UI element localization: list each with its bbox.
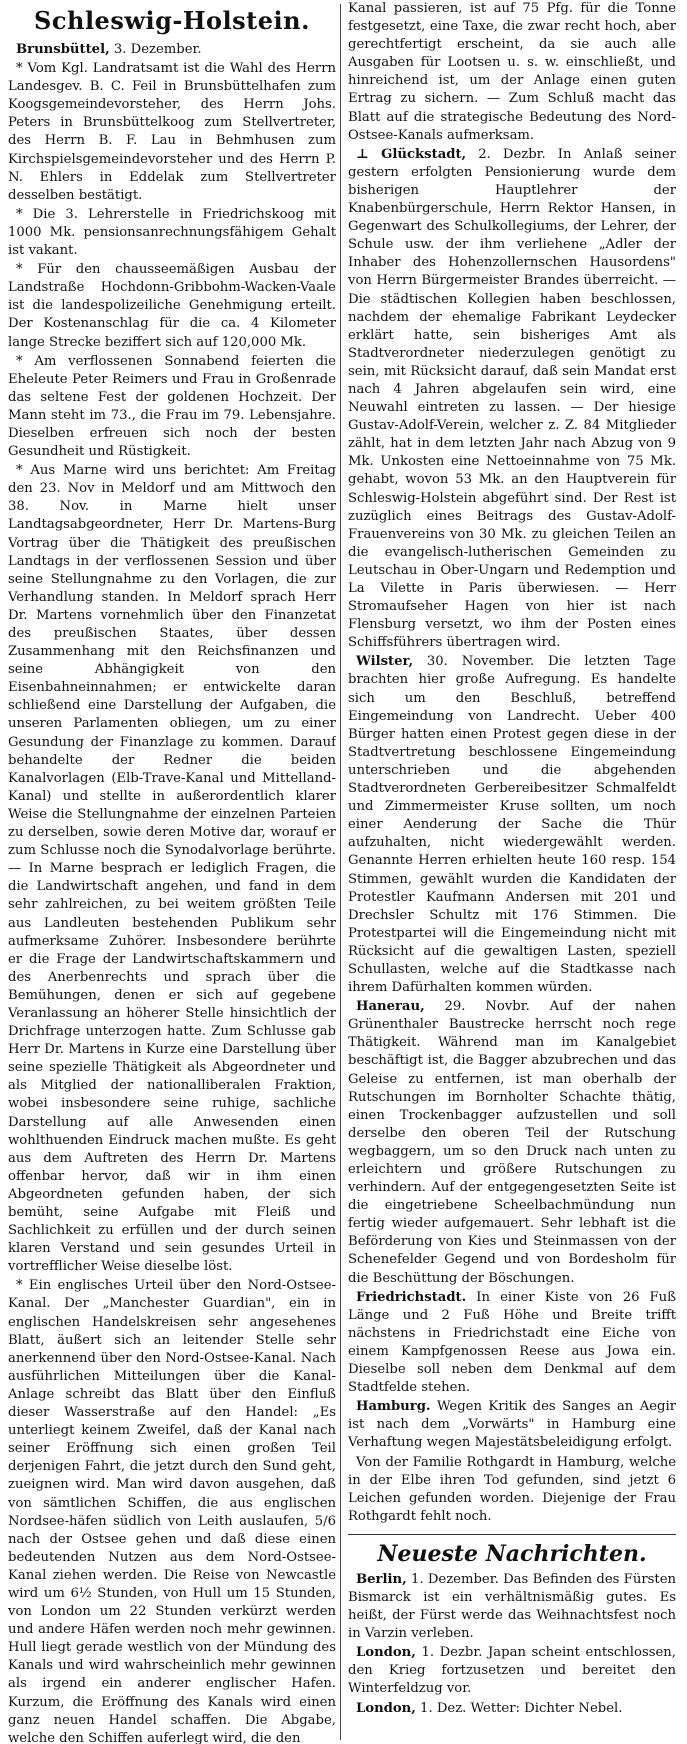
column-divider — [340, 4, 341, 1740]
news-london-weather: London, 1. Dez. Wetter: Dichter Nebel. — [356, 1700, 623, 1716]
place-name: Hanerau, — [356, 999, 425, 1015]
article-paragraph: * Für den chausseemäßigen Ausbau der Landstraße Hochdonn-Gribbohm-Wacken-Vaale ist die landespolizeiliche Genehmigung erteilt. Der Kostenanschlag für die ca. 4 Kilometer lange Strecke beziffert sich auf 120,000 Mk. — [8, 262, 336, 350]
article-paragraph: * Am verflossenen Sonnabend feierten die Eheleute Peter Reimers und Frau in Großenrade das seltene Fest der goldenen Hochzeit. Der Mann steht im 73., die Frau im 79. Lebensjahre. Dieselben erfreuen sich noch der besten Gesundheit und Rüstigkeit. — [8, 353, 336, 460]
article-brunsbuettel-dateline: Brunsbüttel, 3. Dezember. — [16, 42, 202, 57]
article-wilster: Wilster, 30. November. Die letzten Tage brachten hier große Aufregung. Es handelte sich um den Beschluß, betreffend Eingemeindung von Landrecht. Ueber 400 Bürger hatten einen Protest gegen diese in der Stadtvertretung beschlossene Eingemeindung unterschrieben und die abgehenden Stadtverordneten Gerbereibesitzer Schmalfeldt und Zimmermeister Kruse sollten, um noch einer Aenderung der Sache die Thür aufzuhalten, nicht wiedergewählt werden. Genannte Herren erhielten heute 160 resp. 154 Stimmen, gewählt wurden die Kandidaten der Protestler Kaufmann Andersen mit 201 und Drechsler Schultz mit 176 Stimmen. Die Protestpartei will die Eingemeindung nicht mit Rücksicht auf die gewaltigen Lasten, speziell Schullasten, welche auf die Stadtkasse nach ihrem Dafürhalten kommen würden. — [348, 654, 676, 996]
article-paragraph: * Ein englisches Urteil über den Nord-Ostsee-Kanal. Der „Manchester Guardian", ein in englischen Handelskreisen sehr angesehenes Blatt, äußert sich an leitender Stelle sehr anerkennend über den Nord-Ostsee-Kanal. Nach ausführlichen Mitteilungen über die Kanal-Anlage schreibt das Blatt über den Einfluß dieser Wasserstraße auf den Handel: „Es unterliegt keinem Zweifel, daß der Kanal nach seiner Eröffnung sich einen großen Teil derjenigen Fahrt, die jetzt durch den Sund geht, zueignen wird. Man wird davon ausgehen, daß von sämtlichen Schiffen, die aus englischen Nordsee-häfen südlich von Leith auslaufen, 5/6 nach der Ostsee gehen und daß diese einen bedeutenden Nutzen aus dem Nord-Ostsee-Kanal ziehen werden. Die Reise von Newcastle wird um 6½ Stunden, von Hull um 15 Stunden, von London um 22 Stunden verkürzt werden und andere Häfen werden noch mehr gewinnen. Hull liegt gerade westlich von der Mündung des Kanals und wird wahrscheinlich mehr gewinnen als irgend ein anderer englischer Hafen. Kurzum, die Eröffnung des Kanals wird einen ganz neuen Handel schaffen. Die Abgabe, welche den Schiffen auferlegt wird, die den — [8, 1278, 336, 1744]
article-paragraph: * Vom Kgl. Landratsamt ist die Wahl des Herrn Landesgev. B. C. Feil in Brunsbüttelhafen zum Koogsgemeindevorsteher, des Herrn Johs. Peters in Brunsbüttelkoog zum Stellvertreter, des Herrn B. F. Lau in Behmhusen zum Kirchspielsgemeindevorsteher und des Herrn P. N. Ehlers in Eddelak zum Stellvertreter desselben bestätigt. — [8, 61, 336, 203]
news-berlin: Berlin, 1. Dezember. Das Befinden des Fürsten Bismarck ist ein verhältnismäßig gutes. Es heißt, der Fürst werde das Weihnachtsfest noch in Varzin verleben. — [348, 1571, 676, 1642]
place-name: Friedrichstadt. — [356, 1289, 467, 1305]
article-hanerau: Hanerau, 29. Novbr. Auf der nahen Grünenthaler Baustrecke herrscht noch rege Thätigkeit. Während man im Kanalgebiet beschäftigt ist, die Bagger abzubrechen und das Geleise zu entfernen, ist man oberhalb der Rutschungen im Bornholter Schachte thätig, einen Trockenbagger aufzustellen und soll derselbe den oberen Teil der Rutschung wegbaggern, um so den Druck nach unten zu erleichtern und größere Rutschungen zu verhindern. Auf der entgegengesetzten Seite ist die eingetriebene Scheelbachmündung nun fertig wieder aufgemauert. Sehr lebhaft ist die Beförderung von Kies und Steinmassen von der Schenefelder Gegend und von Bordesholm für die Beschüttung der Böschungen. — [348, 999, 676, 1286]
article-paragraph: * Aus Marne wird uns berichtet: Am Freitag den 23. Nov in Meldorf und am Mittwoch den 38. Nov. in Marne hielt unser Landtagsabgeordneter, Herr Dr. Martens-Burg Vortrag über die Thätigkeit des preußischen Landtags in der verflossenen Session und über seine Stellungnahme zu den Vorlagen, die zur Verhandlung standen. In Meldorf sprach Herr Dr. Martens vornehmlich über den Finanzetat des preußischen Staates, über dessen Zusammenhang mit den Reichsfinanzen und seine Abhängigkeit von den Eisenbahneinnahmen; er entwickelte daran schließend eine Darstellung der Aufgaben, die unseren Parlamenten obliegen, um zu einer Gesundung der Finanzlage zu kommen. Darauf behandelte der Redner die beiden Kanalvorlagen (Elb-Trave-Kanal und Mittelland-Kanal) und stellte in außerordentlich klarer Weise die Stellungnahme der einzelnen Parteien zu derselben, sowie deren Motive dar, worauf er zum Schlusse noch die Synodalvorlage berührte. — In Marne besprach er lediglich Fragen, die die Landwirtschaft angehen, und fand in dem sehr zahlreichen, zu bei weitem größten Teile aus Landleuten bestehenden Publikum sehr aufmerksame Zuhörer. Insbesondere berührte er die Frage der Landwirtschaftskammern und des Anerbenrechts und sprach über die Bemühungen, denen er sich auf gegebene Veranlassung an höherer Stelle hinsichtlich der Drichfrage unterzogen hatte. Zum Schlusse gab Herr Dr. Martens in Kurze eine Darstellung über seine spezielle Thätigkeit als Abgeordneter und als Mitglied der nationalliberalen Fraktion, wobei insbesondere seine ruhige, sachliche Darstellung auf alle Anwesenden einen wohlthuenden Eindruck machen mußte. Es geht aus dem Auftreten des Herrn Dr. Martens offenbar hervor, daß wir in ihm einen Abgeordneten gefunden haben, der sich bemüht, seine Aufgabe mit Fleiß und Sachlichkeit zu erfüllen und der durch seinen klaren Verstand und sein gesundes Urteil in vortrefflicher Weise dieselbe löst. — [8, 463, 336, 1275]
section-heading: Schleswig-Holstein. — [34, 6, 310, 35]
article-paragraph: Von der Familie Rothgardt in Hamburg, welche in der Elbe ihren Tod gefunden, sind jetzt 6 Leichen gefunden worden. Diejenige der Frau Rothgardt fehlt noch. — [348, 1454, 676, 1524]
place-name: Berlin, — [356, 1571, 407, 1587]
left-column — [8, 0, 336, 1744]
place-name: Hamburg. — [356, 1399, 431, 1415]
place-name: London, — [356, 1700, 416, 1716]
article-paragraph: * Die 3. Lehrerstelle in Friedrichskoog mit 1000 Mk. pensionsanrechnungsfähigem Gehalt ist vakant. — [8, 206, 336, 259]
news-london: London, 1. Dezbr. Japan scheint entschlossen, den Krieg fortzusetzen und bereitet den Winterfeldzug vor. — [348, 1645, 676, 1697]
article-hamburg: Hamburg. Wegen Kritik des Sanges an Aegir ist nach dem „Vorwärts" in Hamburg eine Verhaftung wegen Majestätsbeleidigung erfolgt. — [348, 1399, 676, 1451]
place-name: ⊥ Glückstadt, — [356, 146, 467, 162]
place-name: Wilster, — [356, 654, 414, 670]
article-friedrichstadt: Friedrichstadt. In einer Kiste von 26 Fuß Länge und 2 Fuß Höhe und Breite trifft nächstens in Friedrichstadt eine Eiche von einem Kampfgenossen Reese aus Jowa ein. Dieselbe soll neben dem Denkmal auf dem Stadtfelde stehen. — [348, 1289, 676, 1396]
latest-news-heading: Neueste Nachrichten. — [348, 1534, 676, 1567]
article-glueckstadt: ⊥ Glückstadt, 2. Dezbr. In Anlaß seiner gestern erfolgten Pensionierung wurde dem bisherigen Hauptlehrer der Knabenbürgerschule, Herrn Rektor Hansen, in Gegenwart des Schulkollegiums, der Lehrer, der Schule usw. der ihm verliehene „Adler der Inhaber des Hohenzollernschen Hausordens" von Herrn Bürgermeister Brandes überreicht. — Die städtischen Kollegien haben beschlossen, nachdem der ehemalige Fabrikant Leydecker erklärt hatte, sein bisheriges Amt als Stadtverordneter niederzulegen genötigt zu sein, mit Rücksicht darauf, daß sein Mandat erst nach 4 Jahren abgelaufen sein wird, eine Neuwahl eintreten zu lassen. — Der hiesige Gustav-Adolf-Verein, welcher z. Z. 84 Mitglieder zählt, hat in dem letzten Jahr nach Abzug von 9 Mk. Unkosten eine Nettoeinnahme von 75 Mk. gehabt, wovon 53 Mk. an den Hauptverein für Schleswig-Holstein abgeführt sind. Der Rest ist zuzüglich eines Beitrags des Gustav-Adolf-Frauenvereins von 30 Mk. zu gleichen Teilen an die evangelisch-lutherischen Gemeinden zu Leutschau in Ober-Ungarn und Redemption und La Vilette in Paris überwiesen. — Herr Stromaufseher Hagen von hier ist nach Flensburg versetzt, wo ihm der Posten eines Schiffsführers übertragen wird. — [348, 146, 676, 651]
place-name: Brunsbüttel, — [16, 42, 110, 57]
article-paragraph: Kanal passieren, ist auf 75 Pfg. für die Tonne festgesetzt, eine Taxe, die zwar recht hoch, aber gerechtfertigt erscheint, da sie auch alle Ausgaben für Lootsen u. s. w. einschließt, und hinreichend ist, um der Anlage einen guten Ertrag zu sichern. — Zum Schluß macht das Blatt auf die strategische Bedeutung des Nord-Ostsee-Kanals aufmerksam. — [348, 1, 676, 143]
place-name: London, — [356, 1645, 416, 1661]
right-column — [348, 0, 676, 1744]
